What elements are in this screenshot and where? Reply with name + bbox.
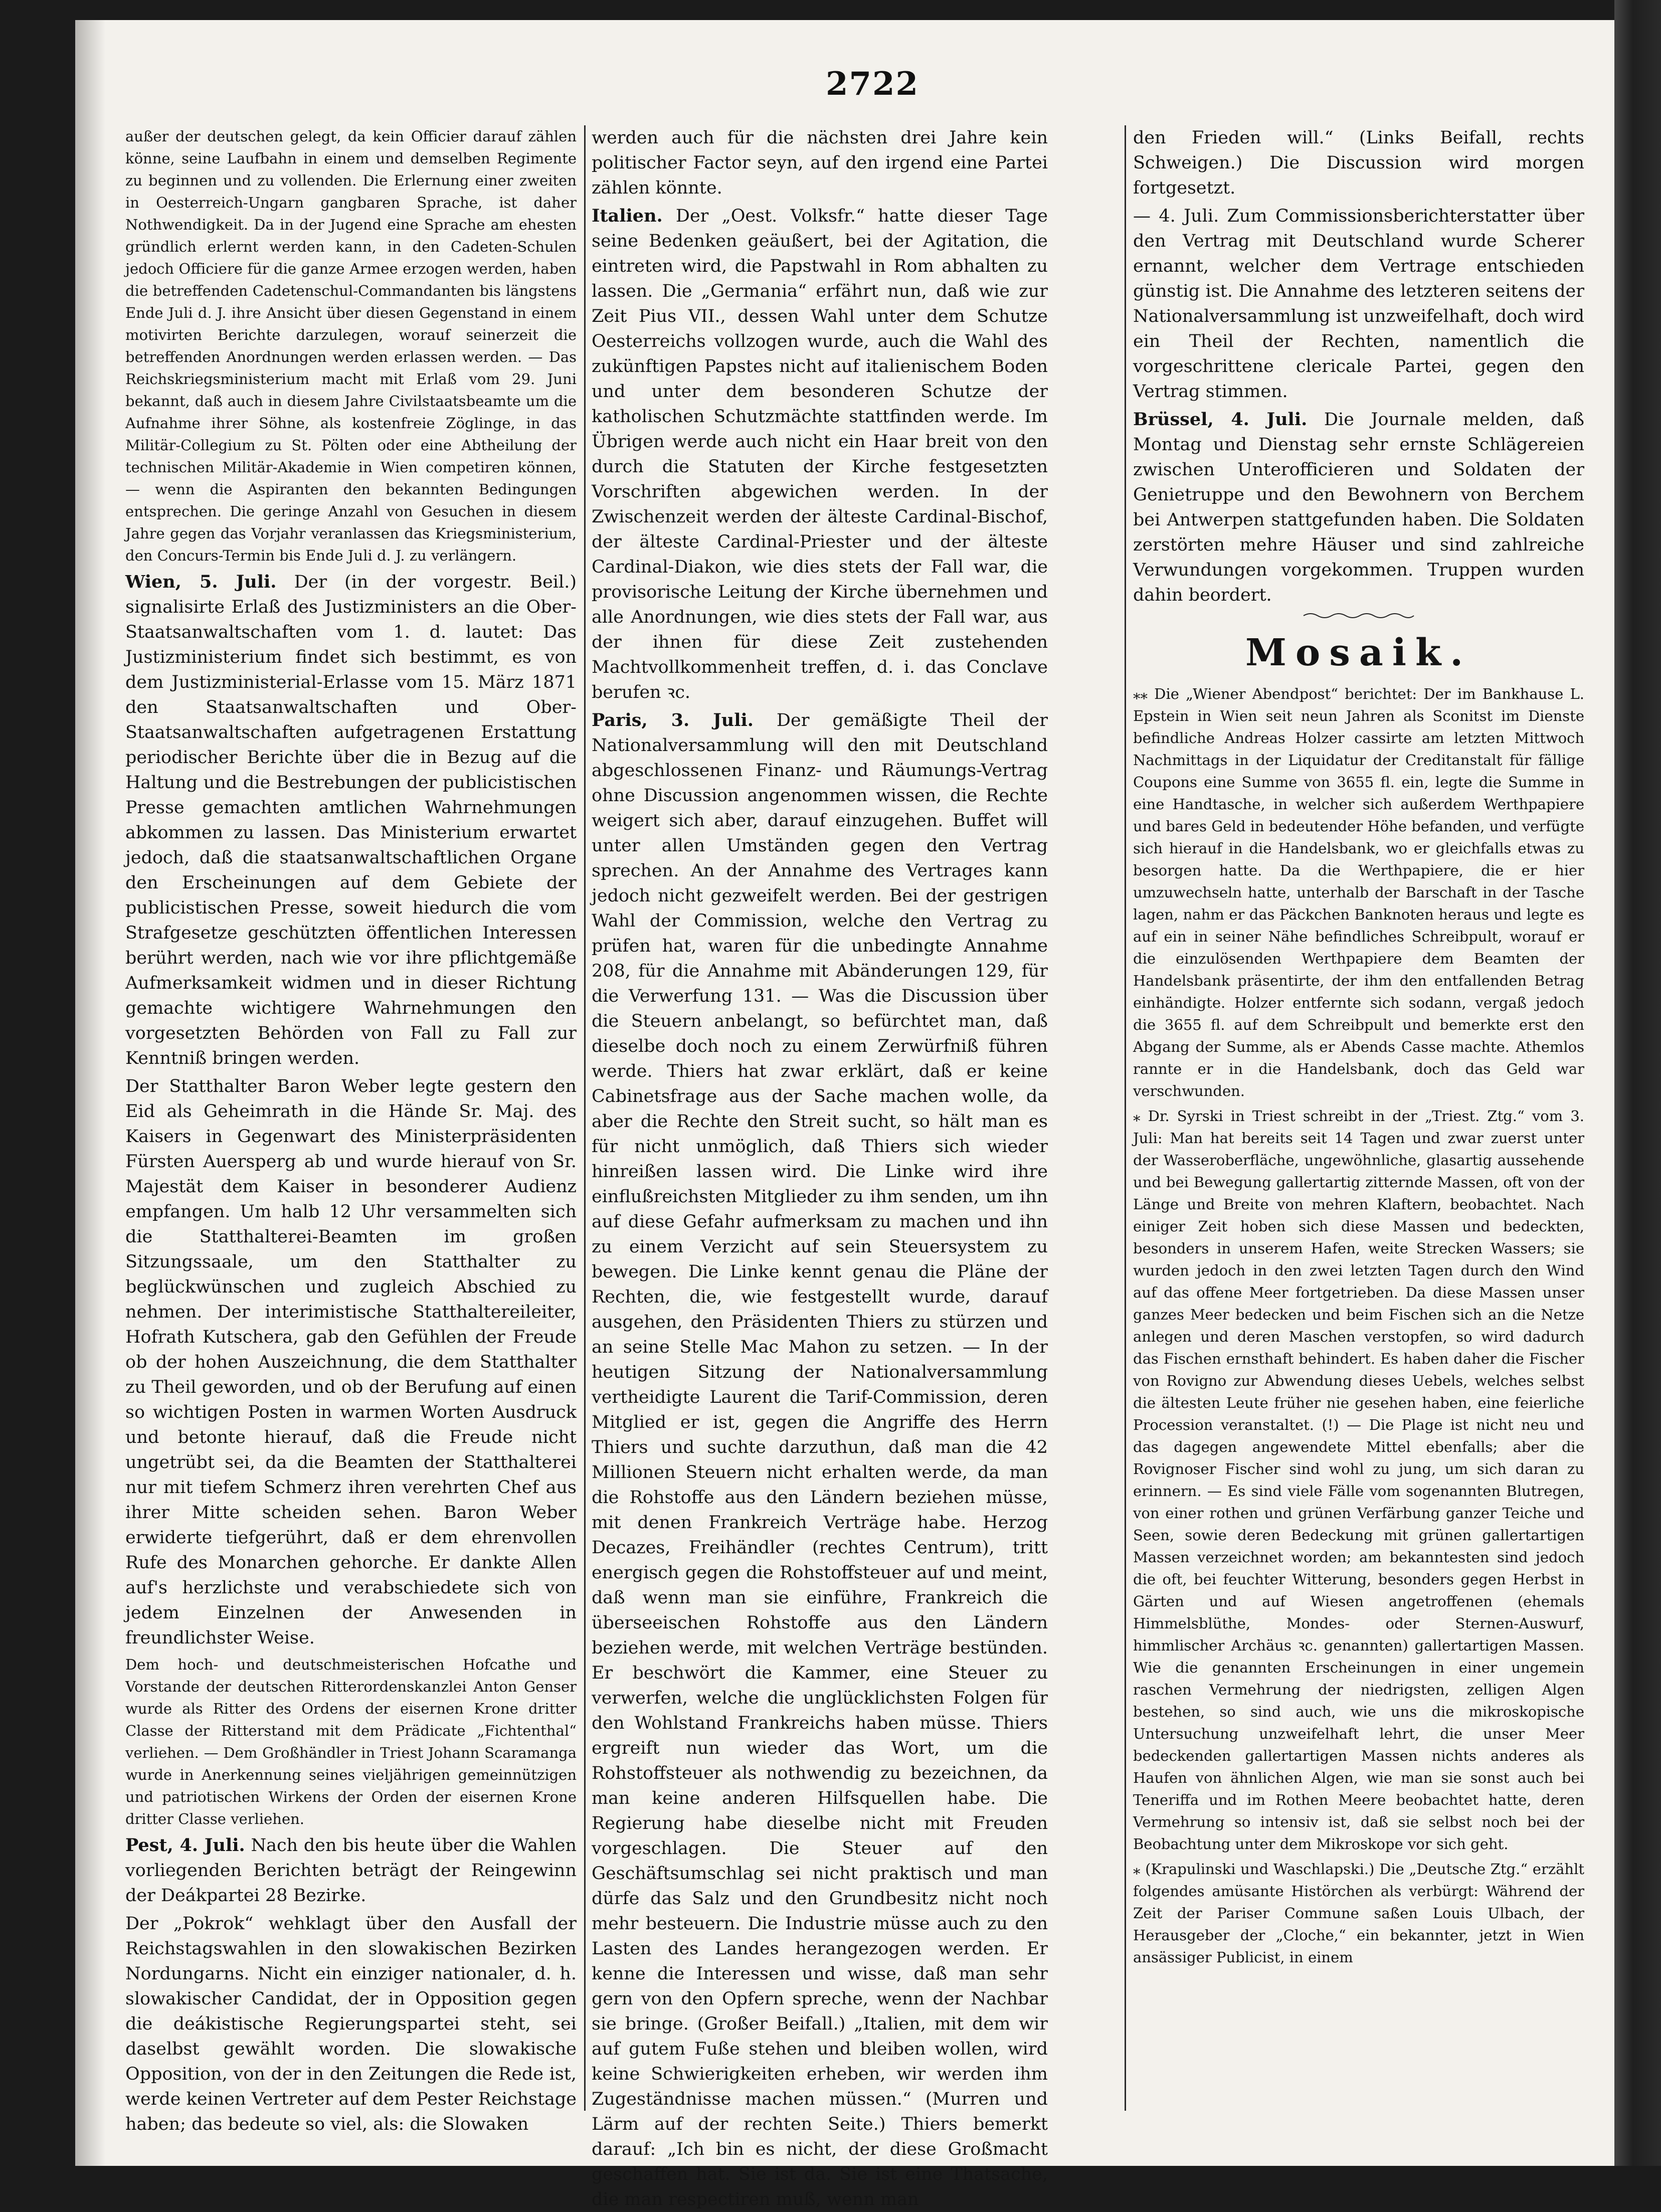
dateline: Pest, 4. Juli. <box>125 1835 245 1856</box>
paragraph-text: werden auch für die nächsten drei Jahre kein politischer Factor seyn, auf den irgend eine Partei zählen könnte. <box>592 128 1048 198</box>
paragraph-text: Der „Oest. Volksfr.“ hatte dieser Tage seine Bedenken geäußert, bei der Agitation, die eintreten wird, die Papstwahl in Rom abhalten zu lassen. Die „Germania“ erfährt nun, daß wie zur Zeit Pius VII., dessen Wahl unter dem Schutze Oesterreichs vollzogen wurde, auch die Wahl des zukünftigen Papstes nicht auf italienischem Boden und unter dem besonderen Schutze der katholischen Schutzmächte stattfinden werde. Im Übrigen werde auch nicht ein Haar breit von den durch die Statuten der Kirche festgesetzten Vorschriften abgewichen werden. In der Zwischenzeit werden der älteste Cardinal-Bischof, der älteste Cardinal-Priester und der älteste Cardinal-Diakon, wie dies stets der Fall war, die provisorische Leitung der Kirche übernehmen und alle Anordnungen, wie dies stets der Fall war, aus der ihnen für diese Zeit zustehenden Machtvollkommenheit treffen, d. i. das Conclave berufen ꝛc. <box>592 206 1048 702</box>
dateline: Brüssel, 4. Juli. <box>1133 409 1308 430</box>
article-paragraph <box>125 1653 577 1830</box>
section-heading: Mosaik. <box>1245 631 1472 674</box>
article-paragraph <box>125 1833 577 1908</box>
page-edge <box>1614 0 1661 2166</box>
paragraph-text: Der Statthalter Baron Weber legte gestern den Eid als Geheimrath in die Hände Sr. Maj. des Kaisers in Gegenwart des Ministerpräsidenten Fürsten Auersperg ab und wurde hierauf von Sr. Majestät dem Kaiser in besonderer Audienz empfangen. Um halb 12 Uhr versammelten sich die Statthalterei-Beamten im großen Sitzungssaale, um den Statthalter zu beglückwünschen und zugleich Abschied zu nehmen. Der interimistische Statthaltereileiter, Hofrath Kutschera, gab den Gefühlen der Freude ob der hohen Auszeichnung, die dem Statthalter zu Theil geworden, und ob der Berufung auf einen so wichtigen Posten in warmen Worten Ausdruck und betonte hierauf, daß die Freude nicht ungetrübt sei, da die Beamten der Statthalterei nur mit tiefem Schmerz ihren verehrten Chef aus ihrer Mitte scheiden sehen. Baron Weber erwiderte tiefgerührt, daß er dem ehrenvollen Rufe des Monarchen gehorche. Er dankte Allen auf's herzlichste und verabschiedete sich von jedem Einzelnen der Anwesenden in freundlichster Weise. <box>125 1076 577 1648</box>
paragraph-text: Dem hoch- und deutschmeisterischen Hofcathe und Vorstande der deutschen Ritterordenskanzlei Anton Genser wurde als Ritter des Ordens der eisernen Krone dritter Classe der Ritterstand mit dem Prädicate „Fichtenthal“ verliehen. — Dem Großhändler in Triest Johann Scaramanga wurde in Anerkennung seines vieljährigen gemeinnützigen und patriotischen Wirkens der Orden der eisernen Krone dritter Classe verliehen. <box>125 1656 577 1827</box>
article-paragraph <box>1133 1858 1584 1968</box>
paragraph-text: Nach den bis heute über die Wahlen vorliegenden Berichten beträgt der Reingewinn der Deákpartei 28 Bezirke. <box>125 1835 577 1906</box>
paragraph-text: Der gemäßigte Theil der Nationalversammlung will den mit Deutschland abgeschlossenen Finanz- und Räumungs-Vertrag ohne Discussion angenommen wissen, die Rechte weigert sich aber, darauf einzugehen. Buffet will unter allen Umständen gegen den Vertrag sprechen. An der Annahme des Vertrages kann jedoch nicht gezweifelt werden. Bei der gestrigen Wahl der Commission, welche den Vertrag zu prüfen hat, waren für die unbedingte Annahme 208, für die Annahme mit Abänderungen 129, für die Verwerfung 131. — Was die Discussion über die Steuern anbelangt, so befürchtet man, daß dieselbe doch noch zu einem Zerwürfniß führen werde. Thiers hat zwar erklärt, daß er keine Cabinetsfrage aus der Sache machen wolle, da aber die Rechte den Streit sucht, so hält man es für nicht unmöglich, daß Thiers sich wieder hinreißen lassen wird. Die Linke wird ihre einflußreichsten Mitglieder zu ihm senden, um ihn auf diese Gefahr aufmerksam zu machen und ihn zu einem Verzicht auf sein Steuersystem zu bewegen. Die Linke kennt genau die Pläne der Rechten, die, wie festgestellt wurde, darauf ausgehen, den Präsidenten Thiers zu stürzen und an seine Stelle Mac Mahon zu setzen. — In der heutigen Sitzung der Nationalversammlung vertheidigte Laurent die Tarif-Commission, deren Mitglied er ist, gegen die Angriffe des Herrn Thiers und suchte darzuthun, daß man die 42 Millionen Steuern nicht erhalten werde, da man die Rohstoffe aus den Ländern beziehen müsse, mit denen Frankreich Verträge habe. Herzog Decazes, Freihändler (rechtes Centrum), tritt energisch gegen die Rohstoffsteuer auf und meint, daß wenn man sie einführe, Frankreich die überseeischen Rohstoffe aus den Ländern beziehen werde, mit welchen Verträge bestünden. Er beschwört die Kammer, eine Steuer zu verwerfen, welche die unglücklichsten Folgen für den Wohlstand Frankreichs haben müsse. Thiers ergreift nun wieder das Wort, um die Rohstoffsteuer als nothwendig zu bezeichnen, da man keine anderen Hilfsquellen habe. Die Regierung habe dieselbe nicht mit Freuden vorgeschlagen. Die Steuer auf den Geschäftsumschlag sei nicht praktisch und man dürfe das Salz und den Grundbesitz nicht noch mehr besteuern. Die Industrie müsse auch zu den Lasten des Landes herangezogen werden. Er kenne die Interessen und wisse, daß man sehr gern von den Opfern spreche, wenn der Nachbar sie bringe. (Großer Beifall.) „Italien, mit dem wir auf gutem Fuße stehen und bleiben wollen, wird keine Schwierigkeiten erheben, wir werden ihm Zugeständnisse machen müssen.“ (Murren und Lärm auf der rechten Seite.) Thiers bemerkt darauf: „Ich bin es nicht, der diese Großmacht geschaffen hat. Sie ist da. Sie ist eine Thatsache, die man respectiren muß, wenn man <box>592 710 1048 2209</box>
article-paragraph <box>125 125 577 567</box>
article-paragraph <box>125 570 577 1071</box>
paragraph-text: ⁎ (Krapulinski und Waschlapski.) Die „Deutsche Ztg.“ erzählt folgendes amüsante Histörchen als verbürgt: Während der Zeit der Pariser Commune saßen Louis Ulbach, der Herausgeber der „Cloche,“ ein bekannter, jetzt in Wien ansässiger Publicist, in einem <box>1133 1861 1584 1966</box>
article-paragraph <box>1133 204 1584 404</box>
article-paragraph <box>125 1911 577 2137</box>
article-paragraph <box>592 204 1048 705</box>
column-rule <box>584 125 586 2111</box>
article-paragraph <box>1133 407 1584 608</box>
dateline: Italien. <box>592 206 663 226</box>
article-paragraph <box>1133 125 1584 201</box>
paragraph-text: Die Journale melden, daß Montag und Dienstag sehr ernste Schlägereien zwischen Unterofficieren und Soldaten der Genietruppe und den Bewohnern von Berchem bei Antwerpen stattgefunden haben. Die Soldaten zerstörten mehre Häuser und sind zahlreiche Verwundungen vorgekommen. Truppen wurden dahin beordert. <box>1133 410 1584 605</box>
wave-divider <box>1133 612 1584 622</box>
gutter-shadow <box>75 20 105 2166</box>
paragraph-text: den Frieden will.“ (Links Beifall, rechts Schweigen.) Die Discussion wird morgen fortgesetzt. <box>1133 128 1584 198</box>
dateline: Wien, 5. Juli. <box>125 572 277 592</box>
column-3 <box>1133 125 1584 2126</box>
paragraph-text: ⁎⁎ Die „Wiener Abendpost“ berichtet: Der im Bankhause L. Epstein in Wien seit neun Jahren als Sconitst im Dienste befindliche Andreas Holzer cassirte am letzten Mittwoch Nachmittags in der Liquidatur der Creditanstalt für fällige Coupons eine Summe von 3655 fl. ein, legte die Summe in eine Handtasche, in welcher sich außerdem Werthpapiere und bares Geld in bedeutender Höhe befanden, und verfügte sich hierauf in die Handelsbank, wo er gleichfalls etwas zu besorgen hatte. Da die Werthpapiere, die er hier umzuwechseln hatte, unterhalb der Barschaft in der Tasche lagen, nahm er das Päckchen Banknoten heraus und legte es auf ein in seiner Nähe befindliches Schreibpult, worauf er die einzulösenden Werthpapiere dem Beamten der Handelsbank präsentirte, der ihm den entfallenden Betrag einhändigte. Holzer entfernte sich sodann, vergaß jedoch die 3655 fl. auf dem Schreibpult und bemerkte erst den Abgang der Summe, als er Abends Casse machte. Athemlos rannte er in die Handelsbank, doch das Geld war verschwunden. <box>1133 685 1584 1099</box>
paragraph-text: — 4. Juli. Zum Commissionsberichterstatter über den Vertrag mit Deutschland wurde Scherer ernannt, welcher dem Vertrage entschieden günstig ist. Die Annahme des letzteren seitens der Nationalversammlung ist unzweifelhaft, doch wird ein Theil der Rechten, namentlich die vorgeschrittene clericale Partei, gegen den Vertrag stimmen. <box>1133 206 1584 402</box>
paragraph-text: Der (in der vorgestr. Beil.) signalisirte Erlaß des Justizministers an die Ober-Staatsanwaltschaften vom 1. d. lautet: Das Justizministerium findet sich bestimmt, es von dem Justizministerial-Erlasse vom 15. März 1871 den Staatsanwaltschaften und Ober-Staatsanwaltschaften aufgetragenen Erstattung periodischer Berichte über die in Bezug auf die Haltung und die Bestrebungen der publicistischen Presse gemachten amtlichen Wahrnehmungen abkommen zu lassen. Das Ministerium erwartet jedoch, daß die staatsanwaltschaftlichen Organe den Erscheinungen auf dem Gebiete der publicistischen Presse, soweit hiedurch die vom Strafgesetze geschützten öffentlichen Interessen berührt werden, nach wie vor ihre pflichtgemäße Aufmerksamkeit widmen und in dieser Richtung gemachte wichtigere Wahrnehmungen den vorgesetzten Behörden von Fall zu Fall zur Kenntniß bringen werden. <box>125 572 577 1068</box>
article-paragraph <box>592 125 1048 201</box>
article-paragraph <box>1133 683 1584 1102</box>
dateline: Paris, 3. Juli. <box>592 710 754 730</box>
column-rule <box>1125 125 1126 2111</box>
article-paragraph <box>592 708 1048 2212</box>
article-paragraph <box>1133 1105 1584 1855</box>
paragraph-text: außer der deutschen gelegt, da kein Officier darauf zählen könne, seine Laufbahn in einem und demselben Regimente zu beginnen und zu vollenden. Die Erlernung einer zweiten in Oesterreich-Ungarn gangbaren Sprache, ist daher Nothwendigkeit. Da in der Jugend eine Sprache am ehesten gründlich erlernt werden kann, in den Cadeten-Schulen jedoch Officiere für die ganze Armee erzogen werden, haben die betreffenden Cadetenschul-Commandanten bis längstens Ende Juli d. J. ihre Ansicht über diesen Gegenstand in einem motivirten Berichte darzulegen, worauf seinerzeit die betreffenden Anordnungen werden erlassen werden. — Das Reichskriegsministerium macht mit Erlaß vom 29. Juni bekannt, daß auch in diesem Jahre Civilstaatsbeamte um die Aufnahme ihrer Söhne, als kostenfreie Zöglinge, in das Militär-Collegium zu St. Pölten oder eine Abtheilung der technischen Militär-Akademie in Wien competiren können, — wenn die Aspiranten den bekannten Bedingungen entsprechen. Die geringe Anzahl von Gesuchen in diesem Jahre gegen das Vorjahr veranlassen das Kriegsministerium, den Concurs-Termin bis Ende Juli d. J. zu verlängern. <box>125 128 577 564</box>
page-number: 2722 <box>825 65 919 103</box>
column-1 <box>125 125 577 2134</box>
paragraph-text: Der „Pokrok“ wehklagt über den Ausfall der Reichstagswahlen in den slowakischen Bezirken Nordungarns. Nicht ein einziger nationaler, d. h. slowakischer Candidat, der in Opposition gegen die deákistische Regierungspartei steht, sei daselbst gewählt worden. Die slowakische Opposition, von der in den Zeitungen die Rede ist, werde keinen Vertreter auf dem Pester Reichstage haben; das bedeute so viel, als: die Slowaken <box>125 1914 577 2134</box>
article-paragraph <box>125 1074 577 1650</box>
paragraph-text: ⁎ Dr. Syrski in Triest schreibt in der „Triest. Ztg.“ vom 3. Juli: Man hat bereits seit 14 Tagen und zwar zuerst unter der Wasseroberfläche, ungewöhnliche, glasartig aussehende und bei Bewegung gallertartig zitternde Massen, oft von der Länge und Breite von mehren Klaftern, beobachtet. Nach einiger Zeit hoben sich diese Massen und bedeckten, besonders in unserem Hafen, weite Strecken Wassers; sie wurden jedoch in den zwei letzten Tagen durch den Wind auf das offene Meer fortgetrieben. Da diese Massen unser ganzes Meer bedecken und beim Fischen sich an die Netze anlegen und deren Maschen verstopfen, so wird dadurch das Fischen ernsthaft behindert. Es haben daher die Fischer von Rovigno zur Abwendung dieses Uebels, welches selbst die ältesten Leute früher nie gesehen haben, eine feierliche Procession veranstaltet. (!) — Die Plage ist nicht neu und das dagegen angewendete Mittel ebenfalls; aber die Rovignoser Fischer sind wohl zu jung, um sich daran zu erinnern. — Es sind viele Fälle vom sogenannten Blutregen, von einer rothen und grünen Verfärbung ganzer Teiche und Seen, sowie deren Bedeckung mit grünen gallertartigen Massen verzeichnet worden; am bekanntesten sind jedoch die oft, bei feuchter Witterung, besonders gegen Herbst in Gärten und auf Wiesen angetroffenen (ehemals Himmelsblüthe, Mondes- oder Sternen-Auswurf, himmlischer Archäus ꝛc. genannten) gallertartigen Massen. Wie die genannten Erscheinungen in einer ungemein raschen Vermehrung der niedrigsten, zelligen Algen bestehen, so sind auch, wie uns die mikroskopische Untersuchung unzweifelhaft lehrt, die unser Meer bedeckenden gallertartigen Massen nichts anderes als Haufen von ähnlichen Algen, wie man sie sonst auch bei Teneriffa und im Rothen Meere beobachtet hatte, deren Vermehrung so intensiv ist, daß sie selbst noch bei der Beobachtung unter dem Mikroskope vor sich geht. <box>1133 1108 1584 1853</box>
column-2 <box>592 125 1048 2209</box>
